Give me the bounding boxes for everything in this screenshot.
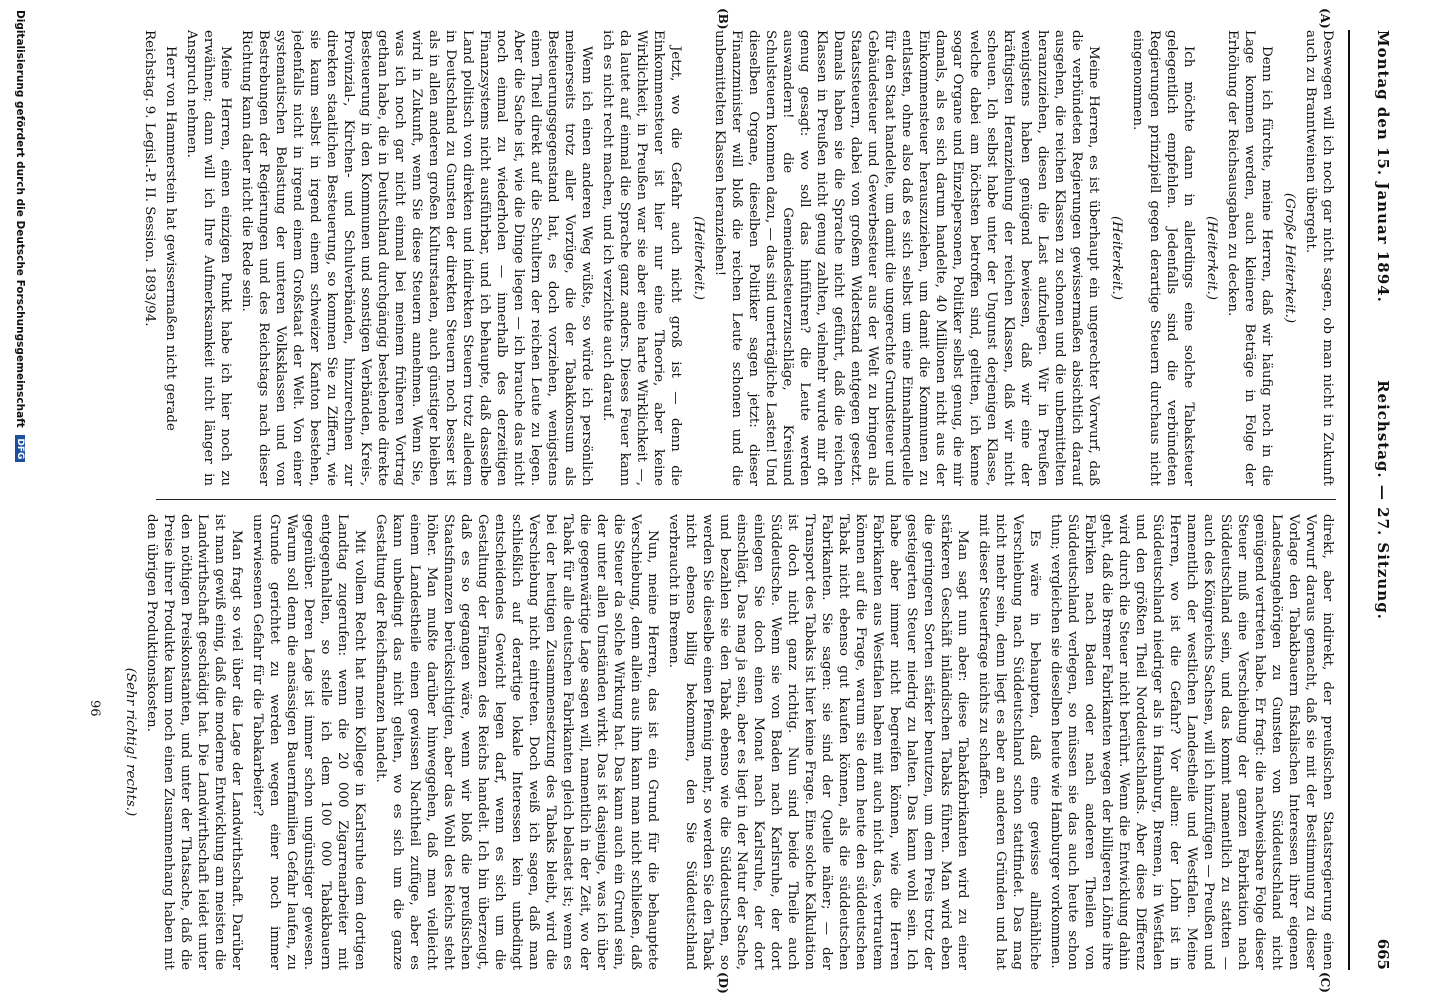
reaction-note: (Heiterkeit.)	[691, 216, 706, 300]
header-page-number: 665	[1374, 938, 1392, 970]
digitization-note: Digitalisierung gefördert durch die Deutsche Forschungsgemeinschaft	[14, 10, 26, 428]
paragraph: Es wäre in behaupten, daß eine gewisse allmähliche Verschiebung nach Süddeutschland schon stattfindet. Das mag nicht mehr sein, denn liegt es aber an anderen Gründen und hat mit dieser Steuerfrage nichts zu schaffen.	[976, 514, 1042, 970]
paragraph: Meine Herren, einen einzigen Punkt habe ich hier noch zu erwähnen; dann will ich Ihre Aufmerksamkeit nicht länger in Anspruch nehmen.	[184, 30, 233, 486]
paragraph: Nun, meine Herren, das ist ein Grund für die behauptete Verschiebung, denn allein aus ihm kann man nicht schließen, daß die Steuer da solche Wirkung hat. Das kann auch ein Grund sein, der unter allen Umständen wirkt. Das ist dasjenige, was ich über die gegenwärtige Lage sagen will, namentlich in der Zeit, wo der Tabak für alle deutschen Fabrikanten gleich belastet ist; wenn es bei der heutigen Zusammensetzung des Tabaks bleibt, wird die Verschiebung nicht eintreten. Doch weiß ich sagen, daß man schließlich auf derartige lokale Interessen kein unbedingt entscheidendes Gewicht legen darf, wenn es sich um die Gestaltung der Finanzen des Reichs handelt. Ich bin überzeugt, daß es so gegangen wäre, wenn wir bloß die preußischen Staatsfinanzen berücksichtigten, aber das Wohl des Reichs steht höher. Man mußte darüber hinweggehen, daß man vielleicht einem Landestheile einen gewissen Nachtheil zufüge, aber es kann unbedingt das nicht gelten, wo es sich um die ganze Gestaltung der Reichsfinanzen handelt.	[373, 514, 660, 970]
paragraph: Herr von Hammerstein hat gewissermaßen nicht gerade	[163, 46, 178, 431]
header-title: Reichstag. — 27. Sitzung.	[1374, 380, 1392, 620]
margin-marker-c: (C)	[1318, 972, 1332, 993]
header-date: Montag den 15. Januar 1894.	[1374, 30, 1392, 303]
footer-sheet-number: 96	[87, 700, 102, 717]
paragraph: Ich möchte dann in allerdings eine solche Tabaksteuer gelegentlich empfehlen. Jedenfalls sind die verbündeten Regierungen prinzipiell gegen derartige Steuern durchaus nicht eingenommen.	[1130, 30, 1196, 486]
margin-marker-a: (A)	[1318, 8, 1332, 29]
paragraph: Denn ich fürchte, meine Herren, daß wir häufig noch in die Lage kommen werden, auch kleinere Beträge in Folge der Erhöhung der Reichsausgaben zu decken.	[1225, 30, 1274, 486]
paragraph: Wenn ich einen anderen Weg wüßte, so würde ich persönlich meinerseits trotz aller Vorzüge, die der Tabakkonsum als Besteuerungsgegenstand hat, es doch vorziehen, wenigstens einen Theil direkt auf die Schultern der reichen Leute zu legen. Aber die Sache ist, wie die Dinge liegen — ich brauche das nicht noch einmal zu wiederholen — innerhalb des derzeitigen Finanzsystems nicht ausführbar, und ich behaupte, daß dasselbe Land politisch von direkten und indirekten Steuern trotz alledem in Deutschland zu Gunsten der direkten Steuern noch besser ist als in allen anderen großen Kulturstaaten, auch günstiger bleiben wird in Zukunft, wenn Sie diese Steuern annehmen. Wenn Sie, was ich noch gar nicht einmal bei meinem früheren Vortrag gethan habe, die in Deutschland durchgängig bestehende direkte Besteuerung in den Kommunen und sonstigen Verbänden, Kreis-, Provinzial-, Kirchen- und Schulverbänden, hinzurechnen zur direkten staatlichen Besteuerung, so kommen Sie zu Ziffern, wie sie kaum selbst in irgend einem schweizer Kanton bestehen, jedenfalls nicht in irgend einem Großstaat der Welt. Von einer systematischen Belastung der unteren Volksklassen und von Bestrebungen der Regierungen und des Reichstags nach dieser Richtung kann daher nicht die Rede sein.	[239, 30, 594, 486]
margin-marker-b: (B)	[716, 8, 730, 30]
dfg-logo: DFG	[15, 435, 25, 462]
paragraph: Man fragt so viel über die Lage der Landwirthschaft. Darüber ist man gewiß einig, daß die moderne Entwicklung am meisten die Landwirthschaft geschädigt hat. Die Landwirthschaft leidet unter den nöthigen Preiskonstanten, und unter der Thatsache, daß die Preise ihrer Produkte kaum noch einen Zusammenhang haben mit den übrigen Produktionskosten.	[144, 514, 244, 970]
column-divider	[156, 499, 1336, 500]
reaction-note: (Heiterkeit.)	[1109, 216, 1124, 300]
paragraph: Meine Herren, es ist überhaupt ein ungerechter Vorwurf, daß die verbündeten Regierungen gewissermaßen absichtlich darauf ausgehen, die reichen Klassen zu schonen und die unbemittelten heranzuziehen, diesen die Last aufzulegen. Wir in Preußen wenigstens haben genügend bewiesen, daß wir eine der kräftigsten Heranziehung der reichen Klassen, daß wir nicht scheuen. Ich selbst habe unter der Ungunst derjenigen Klasse, welche dabei am höchsten betroffen sind, gelitten, ich kenne sogar Organe und Einzelpersonen, Politiker selbst genug, die mir damals, als es sich darum handelte, 40 Millionen nicht aus der Einkommensteuer herauszuziehen, um damit die Kommunen zu entlasten, ohne also daß es sich selbst um eine Einnahmequelle für den Staat handelte, um damit die ungerechte Grundsteuer und Gebäudesteuer und Gewerbesteuer aus der Welt zu bringen als Staatssteuern, dabei von großem Widerstand entgegen gesetzt. Damals haben sie die Sprache nicht geführt, daß die reichen Klassen in Preußen nicht genug zahlten, vielmehr wurde mir oft genug gesagt: wo soll das hinführen? die Leute werden auswandern! die Gemeindesteuerzuschläge, Kreisund Schulsteuern kommen dazu, — das sind unerträgliche Lasten! Und dieselben Organe, dieselben Politiker sagen jetzt: dieser Finanzminister will bloß die reichen Leute schonen und die unbemittelten Klassen heranziehen!	[712, 30, 1101, 486]
reaction-note: (Große Heiterkeit.)	[1282, 192, 1297, 324]
right-text-column	[106, 514, 1336, 970]
session-footer: Reichstag. 9. Legisl.-P. II. Session. 1893/94.	[142, 30, 157, 327]
reaction-note: (Heiterkeit.)	[1204, 216, 1219, 300]
paragraph: direkt, aber indirekt, der preußischen Staatsregierung einen Vorwurf daraus gemacht, daß sie mit der Bestimmung zu dieser Vorlage den Tabakbauern fiskalischen Interessen ihrer eigenen Landesangehörigen zu Gunsten von Süddeutschland nicht genügend vertreten habe. Er fragt: die nachweisbare Folge dieser Steuer muß eine Verschiebung der ganzen Fabrikation nach Süddeutschland sein, und das kommt namentlich zu statten — auch des Königreichs Sachsen, will ich hinzufügen — Preußen und namentlich der westlichen Landestheile und Westfalen. Meine Herren, wo ist die Gefahr? Vor allem: der Lohn ist in Süddeutschland niedriger als in Hamburg, Bremen, in Westfalen und den größten Theil Norddeutschlands. Aber diese Differenz wird durch die Steuer nicht berührt. Wenn die Entwicklung dahin geht, daß die Bremer Fabrikanten wegen der billigeren Löhne ihre Fabriken nach Baden oder nach anderen Theilen von Süddeutschland verlegen, so müssen sie das auch heute schon thun; vergleichen sie dieselben heute wie Hamburger vorkommen.	[1048, 514, 1335, 970]
digitization-credit	[10, 0, 26, 1000]
paragraph: Man sagt nun aber: diese Tabakfabrikanten wird zu einer stärkeren Geschäft inländischen Tabaks führen. Man wird eben die geringeren Sorten stärker benutzen, um dem Preis trotz der gesteigerten Steuer niedrig zu halten. Das kann wohl sein. Ich habe aber immer nicht begreifen können, wie die Herren Fabrikanten aus Westfalen haben mit auch nicht das, vertrautem können auf die Frage, warum sie denn heute den süddeutschen Tabak nicht ebenso gut kaufen können, als die süddeutschen Fabrikanten. Sie sagen: sie sind der Quelle näher; — der Transport des Tabaks ist hier keine Frage. Eine solche Kalkulation ist doch nicht ganz richtig. Nun sind beide Theile auch Süddeutsche. Wenn sie von Baden nach Karlsruhe, der dort einlegen Sie doch einen Monat nach Karlsruhe, der dort einschlägt. Das mag ja sein, aber es liegt in der Natur der Sache, und bezahlen sie den Tabak ebenso wie die Süddeutschen, so werden Sie dieselbe einen Pfennig mehr, so werden Sie den Tabak nicht ebenso billig bekommen, den Sie Süddeutschland verbraucht in Bremen.	[666, 514, 970, 970]
paragraph: Deswegen will ich noch gar nicht sagen, ob man nicht in Zukunft auch zu Branntweinen übergeht.	[1303, 30, 1335, 486]
left-text-column	[106, 30, 1336, 486]
margin-marker-d: (D)	[716, 972, 730, 994]
reaction-note: (Sehr richtig! rechts.)	[123, 667, 138, 817]
paragraph: Mit vollem Recht hat mein Kollege in Karlsruhe dem dortigen Landtag zugerufen: wenn die 20 000 Zigarrenarbeiter mit entgegenhalten, so stelle ich dem 100 000 Tabakbauern gegenüber. Deren Lage ist immer schon ungünstiger gewesen. Warum soll denn die ansässigen Bauernfamilien Gefahr laufen, zu Grunde gerichtet zu werden wegen einer noch immer unerwiesenen Gefahr für die Tabakarbeiter?	[250, 514, 367, 970]
page-header	[1356, 30, 1392, 970]
paragraph: Jetzt, wo die Gefahr auch nicht groß ist — denn die Einkommensteuer ist hier nur eine Theorie, aber keine Wirklichkeit, in Preußen war sie aber eine harte Wirklichkeit —, da lautet auf einmal die Sprache ganz anders. Dieses Feuer kann ich es nicht recht machen, und ich verzichte auch darauf.	[600, 30, 683, 486]
header-rule	[1348, 30, 1350, 970]
